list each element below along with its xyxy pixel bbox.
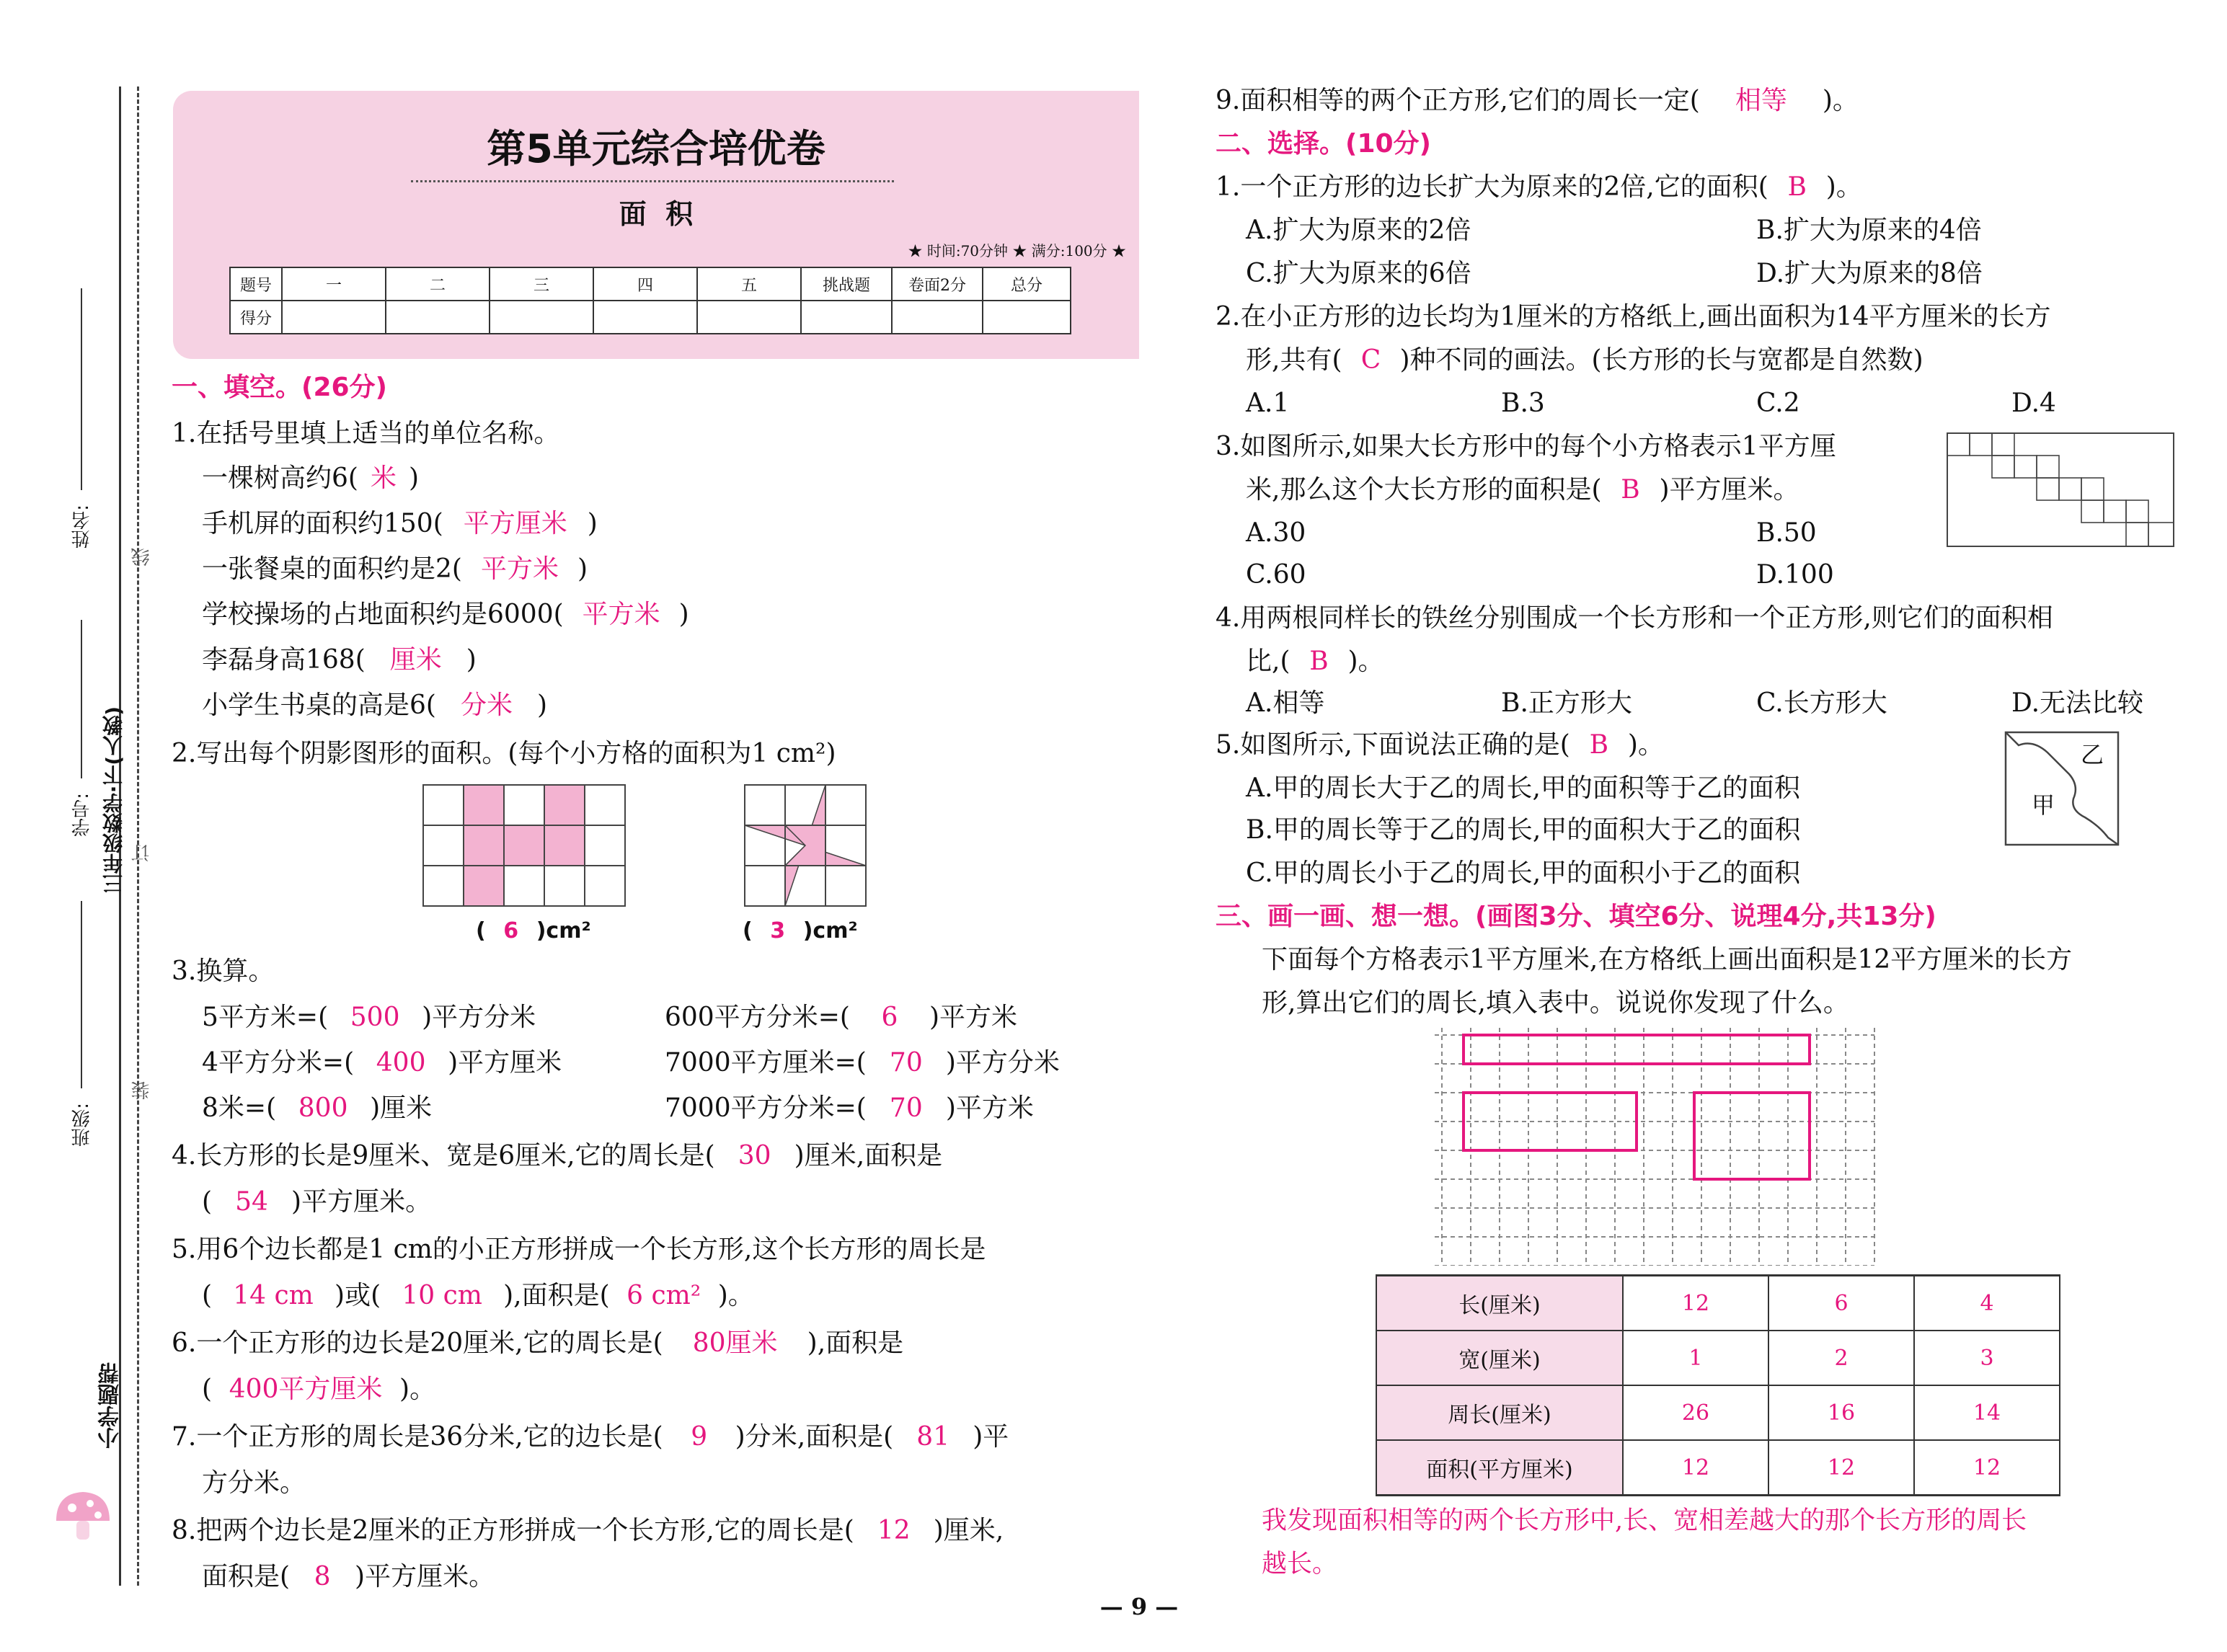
table-row (1376, 1440, 2060, 1496)
page-title: 第5单元综合培优卷 (487, 126, 825, 172)
mushroom-logo (50, 1485, 115, 1550)
brand-label: 小学题帮 (98, 1362, 123, 1449)
score-cell: 卷面2分 (892, 267, 983, 301)
c2-option: B.3 (1501, 388, 1545, 418)
answer: 分米 (460, 690, 513, 720)
id-label: 学号: (71, 793, 93, 837)
q5-line-2: ( 14 cm )或( 10 cm ),面积是( 6 cm² )。 (202, 1274, 754, 1318)
binding-dashed-line (137, 86, 139, 1586)
line-label: 线 (131, 548, 153, 567)
c3-option: B.50 (1756, 518, 1817, 548)
q1-item: 手机屏的面积约150( 平方厘米 ) (202, 502, 598, 546)
q4-line-2: ( 54 )平方厘米。 (202, 1181, 431, 1224)
class-label: 班级: (71, 1103, 93, 1147)
q2-figure-1 (422, 784, 627, 908)
score-cell[interactable] (282, 301, 386, 334)
binding-margin (0, 0, 151, 1652)
table-cell: 12 (1623, 1276, 1768, 1331)
finding-line-2: 越长。 (1262, 1550, 1338, 1578)
answer: 9 (691, 1422, 708, 1452)
table-cell: 1 (1623, 1331, 1768, 1385)
score-cell: 一 (282, 267, 386, 301)
c5-option: C.甲的周长小于乙的周长,甲的面积小于乙的面积 (1246, 858, 1801, 888)
table-cell: 12 (1914, 1440, 2060, 1496)
score-cell: 四 (593, 267, 697, 301)
c1-option: C.扩大为原来的6倍 (1246, 259, 1471, 288)
c3-line-2: 米,那么这个大长方形的面积是( B )平方厘米。 (1246, 468, 1799, 512)
c3-figure (1947, 432, 2177, 549)
q2-answer-1: ( 6 )cm² (476, 910, 591, 953)
answer: 400 (376, 1048, 426, 1078)
answer: 米 (370, 463, 397, 493)
answer: 70 (889, 1093, 923, 1123)
c3-line-1: 3.如图所示,如果大长方形中的每个小方格表示1平方厘 (1216, 432, 1836, 461)
c1-option: D.扩大为原来的8倍 (1756, 259, 1983, 288)
bind-label: 订 (131, 843, 153, 862)
header-box (173, 91, 1139, 359)
c4-option: C.长方形大 (1756, 688, 1887, 718)
c4-line-1: 4.用两根同样长的铁丝分别围成一个长方形和一个正方形,则它们的面积相 (1216, 603, 2053, 633)
q1-item: 一张餐桌的面积约是2( 平方米 ) (202, 548, 588, 591)
c3-option: A.30 (1246, 518, 1306, 548)
cut-label: 装 (131, 1081, 153, 1100)
row-header: 面积(平方厘米) (1376, 1440, 1623, 1496)
score-cell: 挑战题 (801, 267, 892, 301)
q3-item: 7000平方分米=( 70 )平方米 (665, 1087, 1034, 1130)
table-cell: 2 (1768, 1331, 1914, 1385)
score-cell[interactable] (593, 301, 697, 334)
c5-label-yi: 乙 (2081, 741, 2104, 768)
c5-option: A.甲的周长大于乙的周长,甲的面积等于乙的面积 (1246, 773, 1800, 803)
answer: 6 cm² (627, 1281, 701, 1310)
id-underline (81, 620, 82, 778)
q2-answer-2: ( 3 )cm² (743, 910, 858, 953)
answer: 相等 (1735, 86, 1787, 115)
table-cell: 12 (1623, 1440, 1768, 1496)
table-cell: 6 (1768, 1276, 1914, 1331)
c2-line-2: 形,共有( C )种不同的画法。(长方形的长与宽都是自然数) (1246, 339, 1923, 382)
answer: 80厘米 (692, 1328, 778, 1358)
answer: 800 (298, 1093, 348, 1123)
answer: B (1787, 172, 1807, 202)
q1-item: 一棵树高约6( 米 ) (202, 457, 419, 500)
shaded-region (745, 785, 866, 906)
p3-line-2: 形,算出它们的周长,填入表中。说说你发现了什么。 (1262, 988, 1849, 1018)
answer: 500 (350, 1003, 400, 1032)
q3-item: 4平方分米=( 400 )平方厘米 (202, 1042, 562, 1085)
q3-stem: 3.换算。 (172, 956, 275, 986)
q3-item: 8米=( 800 )厘米 (202, 1087, 432, 1130)
score-cell[interactable] (801, 301, 892, 334)
q1-item: 小学生书桌的高是6( 分米 ) (202, 684, 547, 727)
answer: 厘米 (389, 645, 442, 675)
result-table (1376, 1274, 2060, 1496)
answer: 8 (314, 1562, 331, 1591)
drawn-rectangle-12x1 (1464, 1035, 1810, 1064)
row-header: 长(厘米) (1376, 1276, 1623, 1331)
c1-option: B.扩大为原来的4倍 (1756, 216, 1982, 245)
c3-option: D.100 (1756, 560, 1834, 590)
table-cell: 16 (1768, 1385, 1914, 1440)
answer: 6 (503, 918, 519, 943)
answer: 400平方厘米 (229, 1375, 383, 1404)
answer: B (1621, 475, 1640, 505)
answer: 6 (881, 1003, 898, 1032)
answer: 30 (738, 1141, 771, 1171)
q7-line-1: 7.一个正方形的周长是36分米,它的边长是( 9 )分米,面积是( 81 )平 (172, 1416, 1009, 1459)
grid-paper (1435, 1028, 1892, 1266)
answer: 平方米 (480, 554, 559, 584)
q6-line-2: ( 400平方厘米 )。 (202, 1368, 435, 1411)
q8-line-2: 面积是( 8 )平方厘米。 (202, 1555, 495, 1599)
score-cell[interactable] (386, 301, 490, 334)
q3-item: 5平方米=( 500 )平方分米 (202, 996, 536, 1039)
c2-option: D.4 (2011, 388, 2056, 418)
section-heading-choice: 二、选择。(10分) (1216, 129, 1432, 159)
row-header: 宽(厘米) (1376, 1331, 1623, 1385)
q2-figure-2 (744, 784, 868, 908)
q7-line-2: 方分米。 (202, 1468, 306, 1498)
table-row (1376, 1276, 2060, 1331)
table-row (1376, 1331, 2060, 1385)
c3-option: C.60 (1246, 560, 1306, 590)
q6-line-1: 6.一个正方形的边长是20厘米,它的周长是( 80厘米 ),面积是 (172, 1322, 903, 1365)
c5-option: B.甲的周长等于乙的周长,甲的面积大于乙的面积 (1246, 815, 1801, 845)
q1-item: 李磊身高168( 厘米 ) (202, 639, 477, 682)
score-cell[interactable] (490, 301, 593, 334)
q3-item: 600平方分米=( 6 )平方米 (665, 996, 1017, 1039)
grade-label: 三年级数学·下(人教) (102, 706, 125, 894)
table-cell: 4 (1914, 1276, 2060, 1331)
table-row (1376, 1385, 2060, 1440)
table-cell: 14 (1914, 1385, 2060, 1440)
section-heading-fill: 一、填空。(26分) (172, 373, 388, 402)
c4-option: A.相等 (1246, 688, 1325, 718)
q1-item: 学校操场的占地面积约是6000( 平方米 ) (202, 593, 689, 636)
c4-line-2: 比,( B )。 (1246, 640, 1384, 683)
table-cell: 12 (1768, 1440, 1914, 1496)
answer: B (1309, 647, 1329, 676)
score-table (229, 267, 1071, 334)
p3-line-1: 下面每个方格表示1平方厘米,在方格纸上画出面积是12平方厘米的长方 (1262, 945, 2073, 974)
q2-stem: 2.写出每个阴影图形的面积。(每个小方格的面积为1 cm²) (172, 739, 836, 768)
answer: 10 cm (402, 1281, 482, 1310)
class-underline (81, 901, 82, 1088)
score-table-row (230, 267, 1071, 301)
q4-line-1: 4.长方形的长是9厘米、宽是6厘米,它的周长是( 30 )厘米,面积是 (172, 1134, 942, 1178)
score-cell: 五 (697, 267, 801, 301)
title-divider (411, 180, 894, 182)
q5-line-1: 5.用6个边长都是1 cm的小正方形拼成一个长方形,这个长方形的周长是 (172, 1235, 986, 1264)
score-table-row (230, 301, 1071, 334)
c5-stem: 5.如图所示,下面说法正确的是( B )。 (1216, 724, 1664, 767)
score-cell: 得分 (230, 301, 282, 334)
c1-stem: 1.一个正方形的边长扩大为原来的2倍,它的面积( B )。 (1216, 166, 1862, 209)
score-cell: 总分 (983, 267, 1071, 301)
c1-option: A.扩大为原来的2倍 (1246, 216, 1471, 245)
score-cell[interactable] (892, 301, 983, 334)
c5-label-jia: 甲 (2032, 791, 2055, 819)
q3-item: 7000平方厘米=( 70 )平方分米 (665, 1042, 1060, 1085)
exam-meta: ★ 时间:70分钟 ★ 满分:100分 ★ (908, 242, 1126, 259)
c4-option: B.正方形大 (1501, 688, 1632, 718)
row-header: 周长(厘米) (1376, 1385, 1623, 1440)
finding-line-1: 我发现面积相等的两个长方形中,长、宽相差越大的那个长方形的周长 (1262, 1506, 2027, 1535)
shaded-region (463, 784, 584, 905)
section-heading-draw: 三、画一画、想一想。(画图3分、填空6分、说理4分,共13分) (1216, 902, 1936, 931)
page-number: — 9 — (1099, 1593, 1179, 1620)
c2-line-1: 2.在小正方形的边长均为1厘米的方格纸上,画出面积为14平方厘米的长方 (1216, 302, 2051, 332)
name-label: 姓名: (71, 505, 93, 549)
q1-stem: 1.在括号里填上适当的单位名称。 (172, 419, 560, 448)
answer: 54 (235, 1187, 268, 1217)
answer: 12 (877, 1516, 911, 1545)
q9: 9.面积相等的两个正方形,它们的周长一定( 相等 )。 (1216, 79, 1859, 123)
score-cell[interactable] (983, 301, 1071, 334)
c2-option: A.1 (1246, 388, 1290, 418)
q8-line-1: 8.把两个边长是2厘米的正方形拼成一个长方形,它的周长是( 12 )厘米, (172, 1509, 1004, 1553)
page-subtitle: 面 积 (619, 198, 694, 230)
score-cell[interactable] (697, 301, 801, 334)
answer: C (1360, 345, 1381, 375)
score-cell: 二 (386, 267, 490, 301)
table-cell: 3 (1914, 1331, 2060, 1385)
answer: 70 (889, 1048, 923, 1078)
name-underline (81, 288, 82, 490)
answer: 14 cm (233, 1281, 314, 1310)
c4-option: D.无法比较 (2011, 688, 2144, 718)
drawn-rectangle-4x3 (1694, 1093, 1810, 1179)
answer: B (1589, 730, 1609, 760)
answer: 平方厘米 (463, 509, 567, 538)
score-cell: 三 (490, 267, 593, 301)
answer: 81 (916, 1422, 950, 1452)
answer: 平方米 (582, 600, 660, 629)
table-cell: 26 (1623, 1385, 1768, 1440)
c2-option: C.2 (1756, 388, 1800, 418)
score-cell: 题号 (230, 267, 282, 301)
answer: 3 (770, 918, 786, 943)
